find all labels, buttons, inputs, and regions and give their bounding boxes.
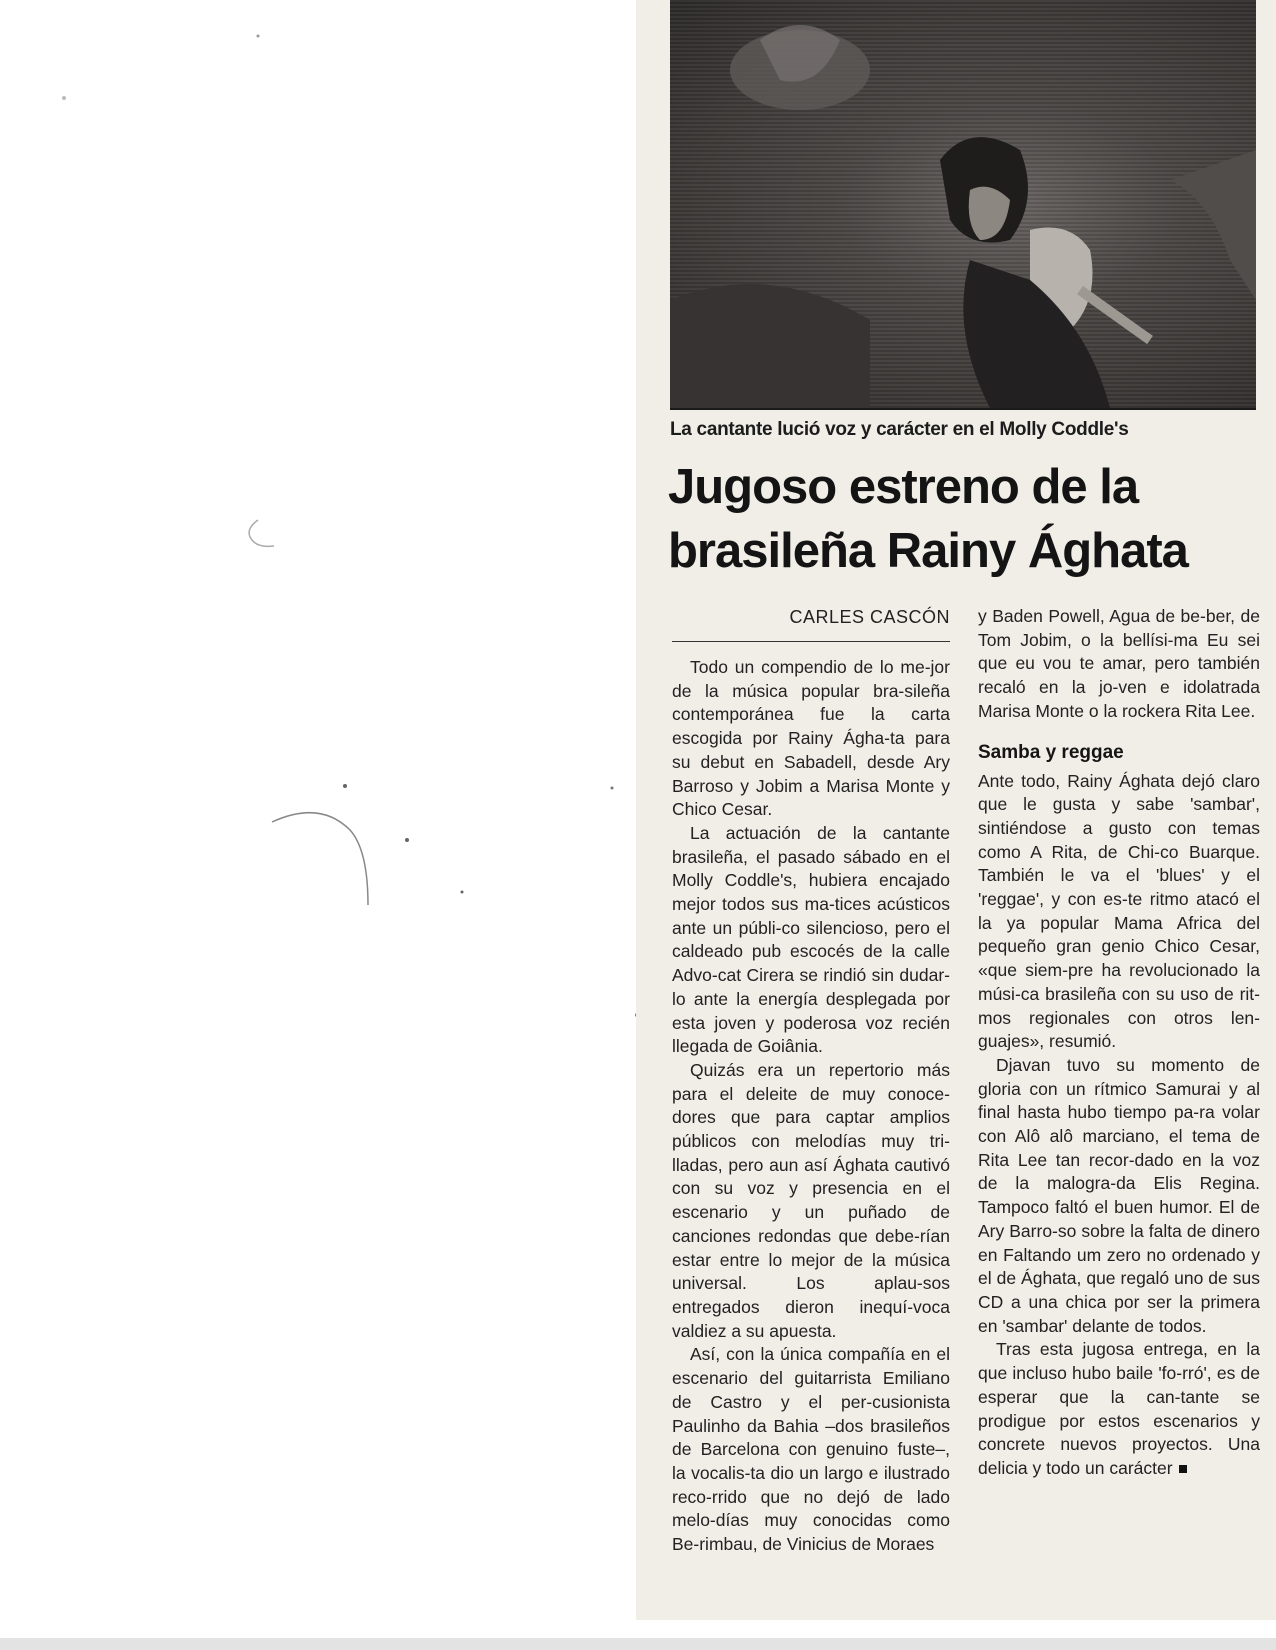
article-column-left [672, 605, 950, 1557]
article-paragraph: Todo un compendio de lo me-jor de la música popular bra-sileña contemporánea fue la carta escogida por Rainy Ágha-ta para su debut en Sabadell, desde Ary Barroso y Jobim a Marisa Monte y Chico Cesar. [672, 657, 950, 820]
photo-caption: La cantante lució voz y carácter en el Molly Coddle's [670, 419, 1129, 440]
article-paragraph: Djavan tuvo su momento de gloria con un rítmico Samurai y al final hasta hubo tiempo pa-ra volar con Alô alô marciano, el tema de Rita Lee tan recor-dado en la voz de la malogra-da Elis Regina. Tampoco faltó el buen humor. El de Ary Barro-so sobre la falta de dinero en Faltando um zero no ordenado y el de Ághata, que regaló uno de sus CD a una chica por ser la primera en 'sambar' delante de todos. [978, 1054, 1260, 1336]
scan-edge [0, 1638, 1276, 1650]
article-column-right [978, 605, 1260, 1481]
end-mark-icon [1179, 1465, 1187, 1473]
article-paragraph: Quizás era un repertorio más para el deleite de muy conoce-dores que para captar amplios públicos con melodías muy tri-lladas, pero aun así Ághata cautivó con su voz y presencia en el escenario y un puñado de canciones redondas que debe-rían estar entre lo mejor de la música universal. Los aplau-sos entregados dieron inequí-voca valdiez a su apuesta. [672, 1059, 950, 1341]
article-paragraph: La actuación de la cantante brasileña, el pasado sábado en el Molly Coddle's, hubiera encajado mejor todos sus ma-tices acústicos ante un públi-co silencioso, pero el caldeado pub escocés de la calle Advo-cat Cirera se rindió sin dudar-lo ante la energía desplegada por esta joven y poderosa voz recién llegada de Goiânia. [672, 822, 950, 1057]
byline: CARLES CASCÓN [672, 605, 950, 642]
singer-photo-illustration [670, 0, 1256, 408]
article-paragraph-text: Tras esta jugosa entrega, en la que incluso hubo baile 'fo-rró', es de esperar que la can-tante se prodigue por estos escenarios y concrete nuevos proyectos. Una delicia y todo un carácter [978, 1339, 1260, 1478]
article-paragraph: Ante todo, Rainy Ághata dejó claro que le gusta y sabe 'sambar', sintiéndose a gusto con temas como A Rita, de Chi-co Buarque. También le va el 'blues' y el 'reggae', y con es-te ritmo atacó el la ya popular Mama Africa del pequeño gran genio Chico Cesar, «que siem-pre ha revolucionado la músi-ca brasileña con su uso de rit-mos regionales con otros len-guajes», resumió. [978, 770, 1260, 1052]
article-paragraph-last [978, 1338, 1260, 1480]
article-paragraph: y Baden Powell, Agua de be-ber, de Tom Jobim, o la bellísi-ma Eu sei que eu vou te amar, pero también recaló en la jo-ven e idolatrada Marisa Monte o la rockera Rita Lee. [978, 606, 1260, 721]
headline: Jugoso estreno de la brasileña Rainy Ághata [668, 460, 1188, 578]
article-paragraph: Así, con la única compañía en el escenario del guitarrista Emiliano de Castro y el per-cusionista Paulinho da Bahia –dos brasileños de Barcelona con genuino fuste–, la vocalis-ta dio un largo e ilustrado reco-rrido que no dejó de lado melo-días muy conocidas como Be-rimbau, de Vinicius de Moraes [672, 1344, 950, 1555]
section-subhead: Samba y reggae [978, 741, 1124, 763]
singer-photo [670, 0, 1256, 410]
pen-marks [0, 0, 636, 1650]
